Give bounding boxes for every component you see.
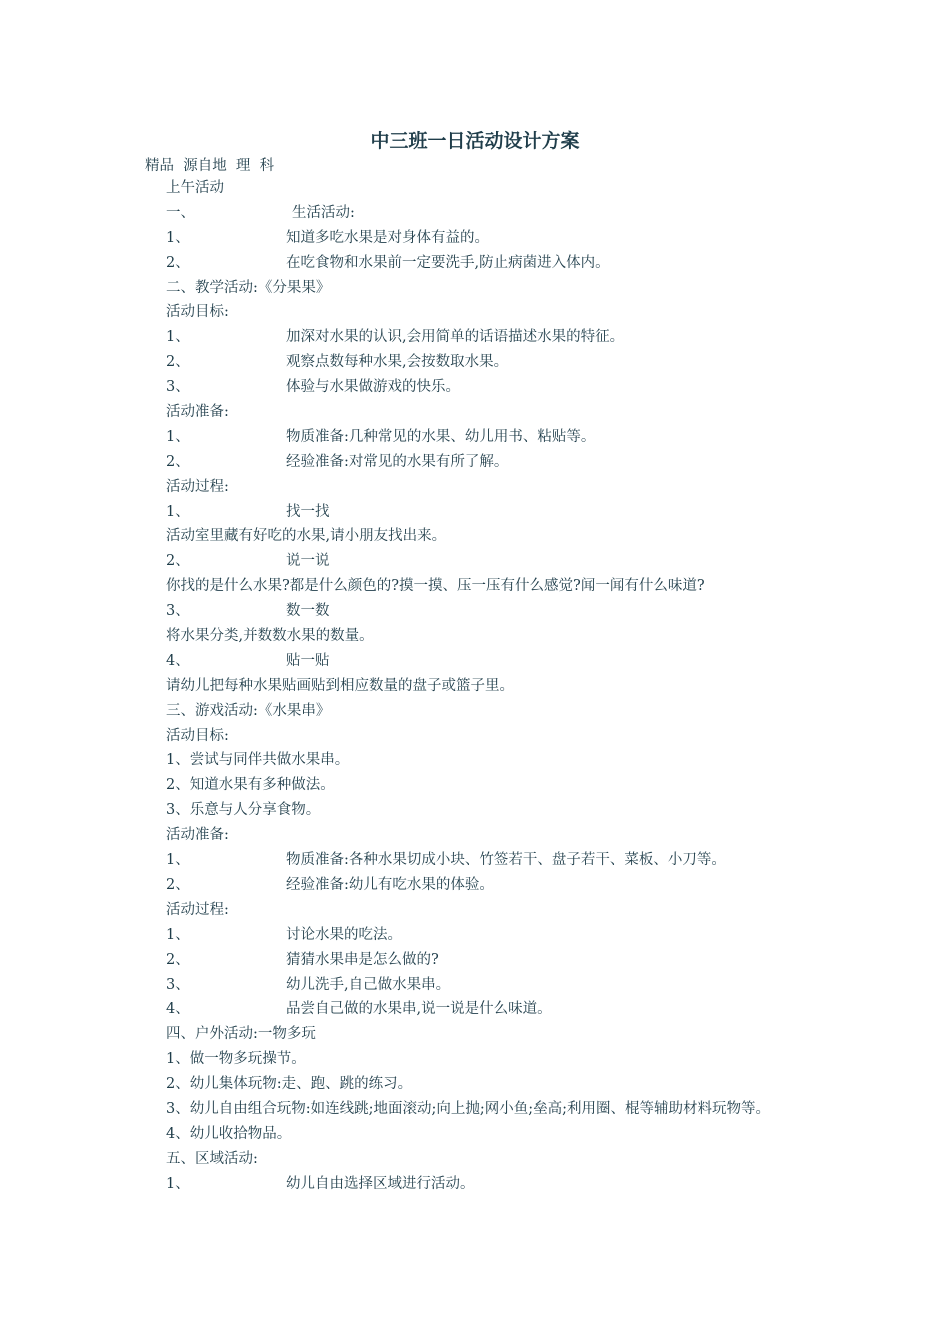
line-text: 数一数: [286, 603, 330, 620]
line-number: 3、: [166, 603, 190, 620]
document-line: [0, 226, 950, 251]
document-line: [0, 624, 950, 649]
line-text: 贴一贴: [286, 652, 330, 669]
document-line: [0, 923, 950, 948]
line-text: 将水果分类,并数数水果的数量。: [166, 628, 374, 645]
line-text: 找一找: [286, 503, 330, 520]
line-text: 活动过程:: [166, 901, 229, 918]
line-number: 1、: [166, 503, 190, 520]
line-number: 1、: [166, 329, 190, 346]
line-text: 二、教学活动:《分果果》: [166, 279, 331, 296]
document-line: [0, 1122, 950, 1147]
document-line: [0, 773, 950, 798]
line-text: 物质准备:几种常见的水果、幼儿用书、粘贴等。: [286, 428, 596, 445]
line-number: 3、: [166, 976, 190, 993]
line-text: 猜猜水果串是怎么做的?: [286, 951, 439, 968]
document-line: [0, 201, 950, 226]
line-text: 五、区域活动:: [166, 1150, 258, 1167]
document-line: [0, 1172, 950, 1197]
line-text: 观察点数每种水果,会按数取水果。: [286, 354, 509, 371]
line-text: 幼儿洗手,自己做水果串。: [286, 976, 451, 993]
line-text: 活动室里藏有好吃的水果,请小朋友找出来。: [166, 528, 447, 545]
document-line: [0, 724, 950, 749]
document-line: [0, 649, 950, 674]
document-line: [0, 1147, 950, 1172]
document-line: [0, 524, 950, 549]
document-line: [0, 450, 950, 475]
line-text: 知道多吃水果是对身体有益的。: [286, 229, 489, 246]
document-line: [0, 1022, 950, 1047]
line-number: 2、: [166, 876, 190, 893]
line-text: 活动准备:: [166, 827, 229, 844]
document-line: [0, 898, 950, 923]
line-text: 说一说: [286, 553, 330, 570]
line-number: 1、: [166, 926, 190, 943]
line-text: 3、乐意与人分享食物。: [166, 802, 321, 819]
line-number: 2、: [166, 951, 190, 968]
line-number: 4、: [166, 652, 190, 669]
line-text: 物质准备:各种水果切成小块、竹签若干、盘子若干、菜板、小刀等。: [286, 852, 726, 869]
line-number: 2、: [166, 254, 190, 271]
document-line: [0, 699, 950, 724]
line-text: 体验与水果做游戏的快乐。: [286, 379, 460, 396]
line-text: 四、户外活动:一物多玩: [166, 1026, 316, 1043]
line-text: 生活活动:: [292, 204, 355, 221]
line-number: 一、: [166, 204, 195, 221]
line-text: 幼儿自由选择区域进行活动。: [286, 1175, 475, 1192]
line-text: 讨论水果的吃法。: [286, 926, 402, 943]
document-line: [0, 599, 950, 624]
line-number: 1、: [166, 852, 190, 869]
line-number: 4、: [166, 1001, 190, 1018]
document-body: [0, 176, 950, 1197]
document-line: [0, 425, 950, 450]
line-number: 1、: [166, 1175, 190, 1192]
document-line: [0, 973, 950, 998]
document-subtitle: 精品 源自地 理 科: [145, 158, 275, 174]
document-line: [0, 500, 950, 525]
document-line: [0, 375, 950, 400]
paragraph-line: 3、幼儿自由组合玩物:如连线跳;地面滚动;向上抛;网小鱼;垒高;利用圈、棍等辅助材料玩物等。: [166, 1100, 771, 1117]
document-line: [0, 997, 950, 1022]
document-line: [0, 475, 950, 500]
document-line: [0, 748, 950, 773]
line-text: 2、幼儿集体玩物:走、跑、跳的练习。: [166, 1076, 413, 1093]
line-text: 活动过程:: [166, 478, 229, 495]
line-text: 在吃食物和水果前一定要洗手,防止病菌进入体内。: [286, 254, 610, 271]
line-text: 经验准备:对常见的水果有所了解。: [286, 453, 509, 470]
line-text: 上午活动: [166, 180, 224, 196]
document-line: [0, 549, 950, 574]
line-text: 经验准备:幼儿有吃水果的体验。: [286, 876, 494, 893]
line-text: 活动目标:: [166, 304, 229, 321]
document-line: [0, 1047, 950, 1072]
line-number: 1、: [166, 229, 190, 246]
document-line: [0, 948, 950, 973]
line-text: 2、知道水果有多种做法。: [166, 777, 335, 794]
document-line: [0, 798, 950, 823]
line-text: 品尝自己做的水果串,说一说是什么味道。: [286, 1001, 552, 1018]
line-number: 3、: [166, 379, 190, 396]
document-line: [0, 873, 950, 898]
line-text: 4、幼儿收拾物品。: [166, 1125, 292, 1142]
line-number: 2、: [166, 553, 190, 570]
document-line: [0, 848, 950, 873]
document-line: [0, 251, 950, 276]
line-text: 请幼儿把每种水果贴画贴到相应数量的盘子或篮子里。: [166, 677, 514, 694]
line-text: 三、游戏活动:《水果串》: [166, 702, 331, 719]
line-text: 1、尝试与同伴共做水果串。: [166, 752, 350, 769]
line-number: 1、: [166, 428, 190, 445]
document-line: [0, 176, 950, 201]
document-line: [0, 276, 950, 301]
document-line: [0, 574, 950, 599]
document-line: [0, 1072, 950, 1097]
document-line: [0, 400, 950, 425]
document-line: [0, 325, 950, 350]
line-text: 活动目标:: [166, 727, 229, 744]
line-text: 1、做一物多玩操节。: [166, 1051, 306, 1068]
line-text: 活动准备:: [166, 404, 229, 421]
line-text: 你找的是什么水果?都是什么颜色的?摸一摸、压一压有什么感觉?闻一闻有什么味道?: [166, 578, 705, 595]
document-line: [0, 823, 950, 848]
document-line: [0, 350, 950, 375]
line-number: 2、: [166, 453, 190, 470]
document-title: 中三班一日活动设计方案: [370, 130, 580, 152]
line-number: 2、: [166, 354, 190, 371]
document-line: [0, 674, 950, 699]
line-text: 加深对水果的认识,会用简单的话语描述水果的特征。: [286, 329, 625, 346]
document-line: [0, 300, 950, 325]
